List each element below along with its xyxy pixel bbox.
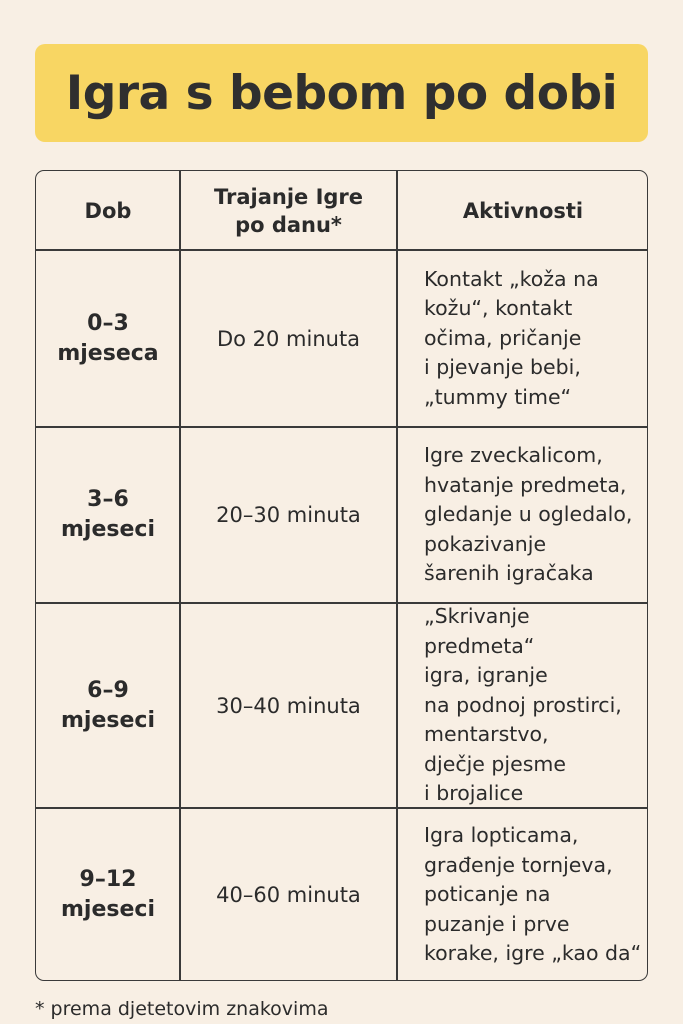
table-row-activities: „Skrivanje predmeta“ igra, igranje na podnoj prostirci, mentarstvo, dječje pjesme i brojalice [424, 604, 622, 806]
page-title: Igra s bebom po dobi [65, 65, 618, 121]
header-age: Dob [84, 198, 132, 223]
table-row-activities: Kontakt „koža na kožu“, kontakt očima, pričanje i pjevanje bebi, „tummy time“ [424, 266, 599, 409]
table-row-age: 3–6 mjeseci [61, 487, 155, 542]
table-row-duration: Do 20 minuta [216, 326, 361, 351]
header-activities: Aktivnosti [462, 198, 584, 223]
table-row-activities: Igra lopticama, građenje tornjeva, poticanje na puzanje i prve korake, igre „kao da“ [424, 823, 642, 966]
table-row-age: 9–12 mjeseci [61, 867, 155, 922]
header-duration: Trajanje Igre po danu* [213, 184, 364, 237]
title-banner [35, 44, 648, 142]
table-row-duration: 40–60 minuta [216, 883, 361, 907]
table-row-duration: 30–40 minuta [216, 693, 361, 718]
table-row-age: 0–3 mjeseca [57, 310, 159, 366]
footnote: * prema djetetovim znakovima [35, 998, 329, 1020]
table-row-age: 6–9 mjeseci [61, 677, 155, 733]
table-row-activities: Igre zveckalicom, hvatanje predmeta, gledanje u ogledalo, pokazivanje šarenih igračaka [424, 443, 633, 586]
activity-table [35, 170, 648, 981]
table-row-duration: 20–30 minuta [216, 503, 361, 527]
